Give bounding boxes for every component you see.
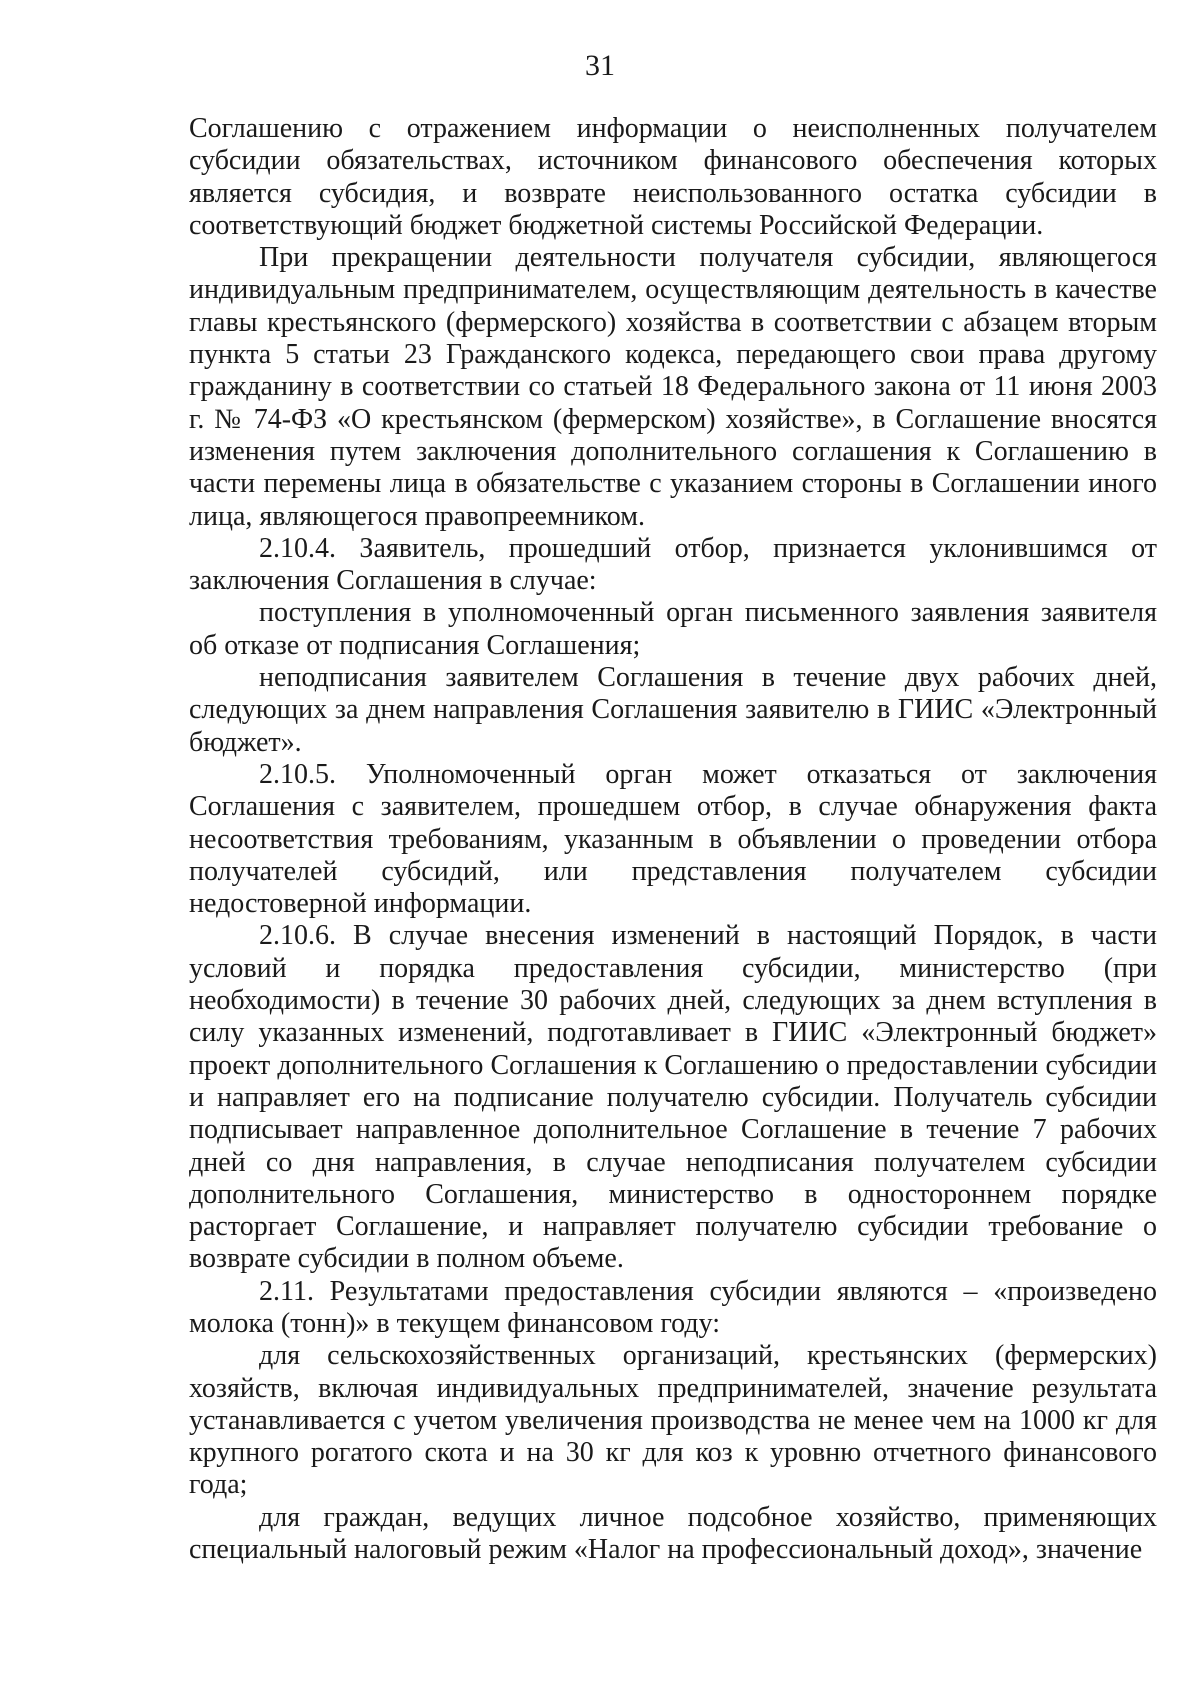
paragraph-continuation: Соглашению с отражением информации о неисполненных получателем субсидии обязательствах, источником финансового обеспечения которых является субсидия, и возврате неиспользованного остатка субсидии в соответствующий бюджет бюджетной системы Российской Федерации. bbox=[189, 113, 1157, 241]
paragraph-2-10-6: 2.10.6. В случае внесения изменений в настоящий Порядок, в части условий и порядка предоставления субсидии, министерство (при необходимости) в течение 30 рабочих дней, следующих за днем вступления в силу указанных изменений, подготавливает в ГИИС «Электронный бюджет» проект дополнительного Соглашения к Соглашению о предоставлении субсидии и направляет его на подписание получателю субсидии. Получатель субсидии подписывает направленное дополнительное Соглашение в течение 7 рабочих дней со дня направления, в случае неподписания получателем субсидии дополнительного Соглашения, министерство в одностороннем порядке расторгает Соглашение, и направляет получателю субсидии требование о возврате субсидии в полном объеме. bbox=[189, 920, 1157, 1275]
paragraph-2-10-4-case-unsigned: неподписания заявителем Соглашения в течение двух рабочих дней, следующих за днем направления Соглашения заявителю в ГИИС «Электронный бюджет». bbox=[189, 662, 1157, 758]
paragraph-2-11-personal-farms: для граждан, ведущих личное подсобное хозяйство, применяющих специальный налоговый режим «Налог на профессиональный доход», значение bbox=[189, 1501, 1157, 1566]
document-body bbox=[189, 113, 1157, 1566]
page-number: 31 bbox=[585, 49, 615, 82]
paragraph-2-10-4-case-refusal: поступления в уполномоченный орган письменного заявления заявителя об отказе от подписания Соглашения; bbox=[189, 597, 1157, 661]
paragraph-2-10-5: 2.10.5. Уполномоченный орган может отказаться от заключения Соглашения с заявителем, прошедшем отбор, в случае обнаружения факта несоответствия требованиям, указанным в объявлении о проведении отбора получателей субсидий, или представления получателем субсидии недостоверной информации. bbox=[189, 758, 1157, 920]
paragraph-2-11-agricultural-orgs: для сельскохозяйственных организаций, крестьянских (фермерских) хозяйств, включая индивидуальных предпринимателей, значение результата устанавливается с учетом увеличения производства не менее чем на 1000 кг для крупного рогатого скота и на 30 кг для коз к уровню отчетного финансового года; bbox=[189, 1340, 1157, 1501]
paragraph-head-of-farm-termination: При прекращении деятельности получателя субсидии, являющегося индивидуальным предпринимателем, осуществляющим деятельность в качестве главы крестьянского (фермерского) хозяйства в соответствии с абзацем вторым пункта 5 статьи 23 Гражданского кодекса, передающего свои права другому гражданину в соответствии со статьей 18 Федерального закона от 11 июня 2003 г. № 74-ФЗ «О крестьянском (фермерском) хозяйстве», в Соглашение вносятся изменения путем заключения дополнительного соглашения к Соглашению в части перемены лица в обязательстве с указанием стороны в Соглашении иного лица, являющегося правопреемником. bbox=[189, 242, 1157, 532]
paragraph-2-11: 2.11. Результатами предоставления субсидии являются – «произведено молока (тонн)» в текущем финансовом году: bbox=[189, 1275, 1157, 1339]
paragraph-2-10-4: 2.10.4. Заявитель, прошедший отбор, признается уклонившимся от заключения Соглашения в случае: bbox=[189, 532, 1157, 597]
